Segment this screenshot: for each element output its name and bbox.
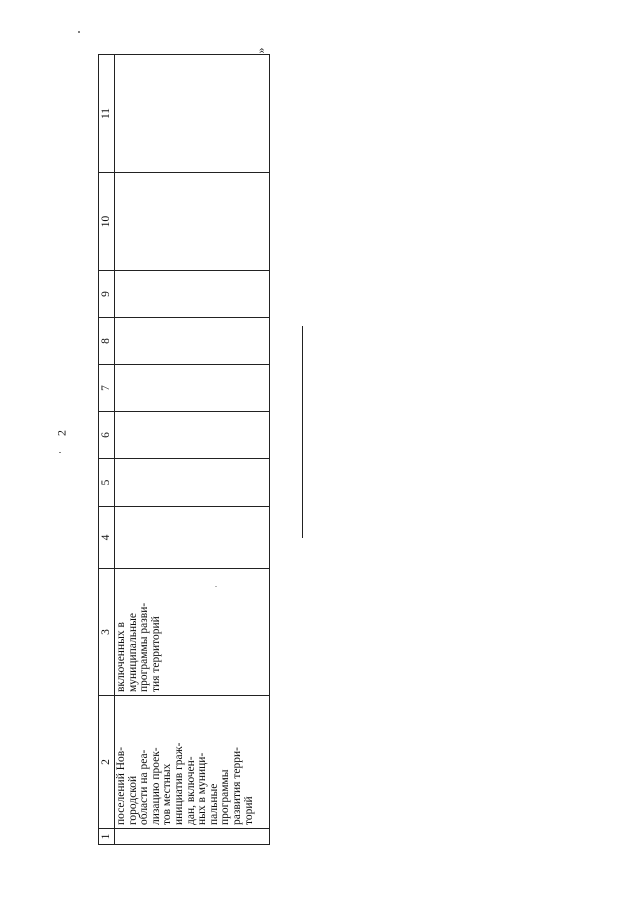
budget-table xyxy=(98,54,270,845)
table-cell xyxy=(115,173,270,271)
table-cell xyxy=(115,507,270,569)
column-number: 1 xyxy=(99,829,115,845)
separator-line xyxy=(302,326,303,538)
column-number: 10 xyxy=(99,173,115,271)
table-cell-description: поселений Нов- городской области на реа- лизацию проек- тов местных инициатив граж- дан, включен- ных в муници- пальные программы развития терри- торий xyxy=(115,696,270,829)
table-cell xyxy=(115,365,270,412)
column-number: 3 xyxy=(99,569,115,696)
column-number: 6 xyxy=(99,412,115,459)
scan-speck xyxy=(78,31,80,33)
page-number: 2 xyxy=(54,430,69,436)
column-number: 7 xyxy=(99,365,115,412)
column-number: 5 xyxy=(99,459,115,507)
table-row xyxy=(115,55,270,845)
column-number: 4 xyxy=(99,507,115,569)
column-number: 9 xyxy=(99,271,115,318)
column-number: 8 xyxy=(99,318,115,365)
table-cell xyxy=(115,271,270,318)
closing-quote-mark: » xyxy=(253,47,268,54)
table-cell-description: включенных в муниципальные программы разви- тия территорий xyxy=(115,569,270,696)
table-cell xyxy=(115,829,270,845)
column-number: 2 xyxy=(99,696,115,829)
scan-speck xyxy=(59,452,61,453)
rotated-table-container xyxy=(98,55,270,845)
table-cell xyxy=(115,55,270,173)
table-cell xyxy=(115,459,270,507)
table-cell xyxy=(115,412,270,459)
table-header-row xyxy=(99,55,115,845)
table-cell xyxy=(115,318,270,365)
column-number: 11 xyxy=(99,55,115,173)
